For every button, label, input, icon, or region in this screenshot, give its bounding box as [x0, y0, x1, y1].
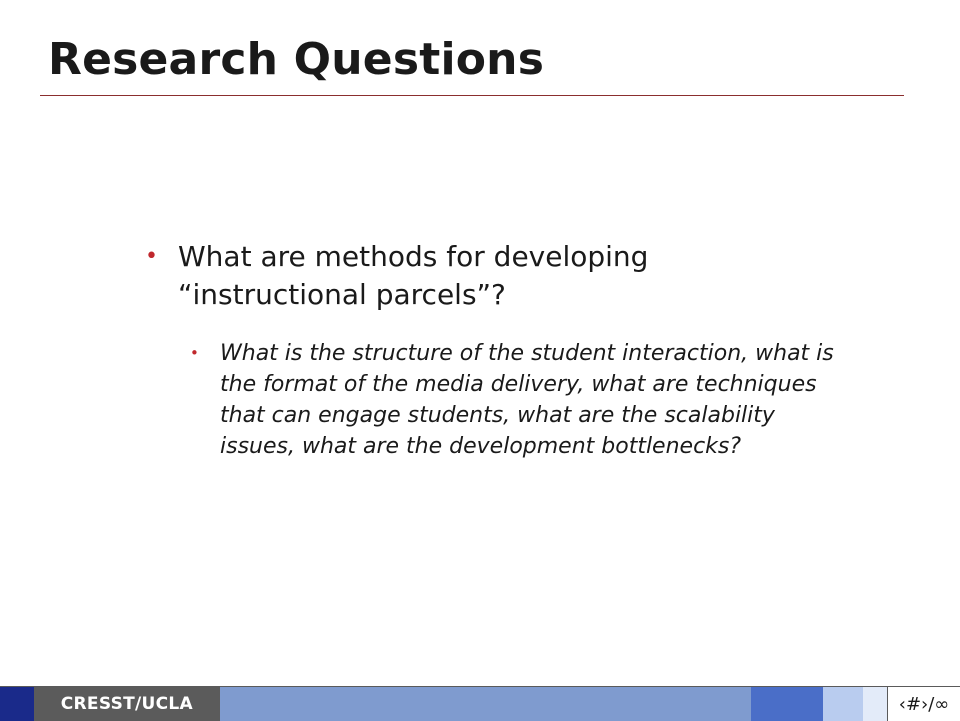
- footer-band: [220, 687, 751, 721]
- footer-brand: [34, 687, 220, 721]
- bullet-level-1-text: What are methods for developing “instructional parcels”?: [178, 240, 649, 311]
- footer-accent-block: [0, 687, 34, 721]
- footer-band-light: [823, 687, 863, 721]
- bullet-dot-icon: •: [190, 344, 199, 362]
- footer-band-pale: [863, 687, 887, 721]
- slide-title: Research Questions: [48, 34, 545, 85]
- page-number: [887, 687, 960, 721]
- title-underline: [40, 95, 904, 96]
- bullet-level-2-text: What is the structure of the student interaction, what is the format of the media delivery, what are techniques that can engage students, what are the scalability issues, what are the development bottlenecks?: [220, 341, 834, 459]
- page-number-label: ‹#›/∞: [898, 693, 950, 715]
- bullet-dot-icon: •: [145, 244, 158, 269]
- footer-brand-label: CRESST/UCLA: [60, 694, 194, 714]
- footer-bar: [0, 686, 960, 721]
- bullet-level-2: [190, 338, 850, 462]
- bullet-level-1: [145, 238, 785, 314]
- footer-band-blue: [751, 687, 823, 721]
